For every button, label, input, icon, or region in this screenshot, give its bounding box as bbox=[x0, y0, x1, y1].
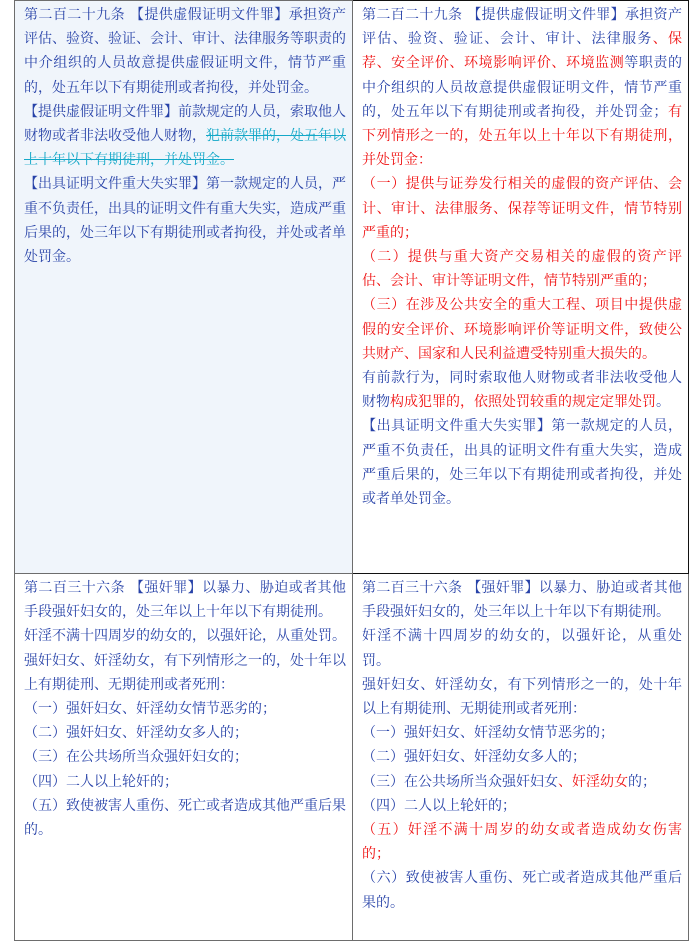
new-236-item-1: （一）强奸妇女、奸淫幼女情节恶劣的； bbox=[362, 725, 614, 742]
deleted-text: 犯前款罪的，处五年以上十年以下有期徒刑，并处罚金。 bbox=[24, 128, 346, 169]
new-236-paragraph-2: 奸淫不满十四周岁的幼女的，以强奸论，从重处罚。 bbox=[362, 628, 682, 669]
added-text: 、奸淫幼女 bbox=[558, 773, 628, 790]
table-row bbox=[15, 574, 689, 941]
new-236-item-2: （二）强奸妇女、奸淫幼女多人的； bbox=[362, 749, 586, 766]
new-236-item-4: （四）二人以上轮奸的； bbox=[362, 797, 516, 814]
old-236-item-5: （五）致使被害人重伤、死亡或者造成其他严重后果的。 bbox=[24, 797, 346, 839]
new-article-229-cell bbox=[353, 1, 689, 574]
old-236-item-3: （三）在公共场所当众强奸妇女的； bbox=[24, 749, 248, 766]
old-229-paragraph-3: 【出具证明文件重大失实罪】第一款规定的人员，严重不负责任，出具的证明文件有重大失实，造成严重后果的，处三年以下有期徒刑或者拘役，并处或者单处罚金。 bbox=[24, 176, 346, 266]
law-comparison-table bbox=[14, 0, 689, 941]
old-article-236-cell bbox=[15, 574, 353, 941]
old-229-paragraph-1: 第二百二十九条 【提供虚假证明文件罪】承担资产评估、验资、验证、会计、审计、法律服务等职责的中介组织的人员故意提供虚假证明文件，情节严重的，处五年以下有期徒刑或者拘役，并处罚金。 bbox=[24, 7, 346, 96]
old-article-229-cell bbox=[15, 1, 353, 574]
added-text: 构成犯罪的，依照处罚较重的规定定罪处罚 bbox=[390, 394, 656, 411]
old-236-paragraph-1: 第二百三十六条 【强奸罪】以暴力、胁迫或者其他手段强奸妇女的，处三年以上十年以下有期徒刑。 bbox=[24, 580, 346, 621]
new-236-item-5: （五）奸淫不满十周岁的幼女或者造成幼女伤害的； bbox=[362, 822, 682, 863]
new-236-item-6: （六）致使被害人重伤、死亡或者造成其他严重后果的。 bbox=[362, 870, 682, 911]
new-229-item-3: （三）在涉及公共安全的重大工程、项目中提供虚假的安全评价、环境影响评价等证明文件，致使公共财产、国家和人民利益遭受特别重大损失的。 bbox=[362, 297, 682, 362]
new-229-item-1: （一）提供与证券发行相关的虚假的资产评估、会计、审计、法律服务、保荐等证明文件，情节特别严重的； bbox=[362, 176, 682, 241]
old-236-paragraph-2: 奸淫不满十四周岁的幼女的，以强奸论，从重处罚。 bbox=[24, 628, 346, 645]
old-236-paragraph-3: 强奸妇女、奸淫幼女，有下列情形之一的，处十年以上有期徒刑、无期徒刑或者死刑： bbox=[24, 652, 346, 693]
new-229-paragraph-1: 第二百二十九条 【提供虚假证明文件罪】承担资产评估、验资、验证、会计、审计、法律服务、保荐、安全评价、环境影响评价、环境监测等职责的中介组织的人员故意提供虚假证明文件，情节严重的，处五年以下有期徒刑或者拘役，并处罚金；有下列情形之一的，处五年以上十年以下有期徒刑，并处罚金： bbox=[362, 7, 683, 169]
new-236-paragraph-1: 第二百三十六条 【强奸罪】以暴力、胁迫或者其他手段强奸妇女的，处三年以上十年以下有期徒刑。 bbox=[362, 580, 682, 621]
new-236-item-3: （三）在公共场所当众强奸妇女、奸淫幼女的； bbox=[362, 773, 656, 790]
old-236-item-1: （一）强奸妇女、奸淫幼女情节恶劣的； bbox=[24, 701, 276, 718]
new-229-paragraph-2: 有前款行为，同时索取他人财物或者非法收受他人财物构成犯罪的，依照处罚较重的规定定罪处罚。 bbox=[362, 370, 682, 411]
added-text: 有下列情形之一的，处五年以上十年以下有期徒刑，并处罚金： bbox=[362, 103, 683, 169]
table-row bbox=[15, 1, 689, 574]
new-229-item-2: （二）提供与重大资产交易相关的虚假的资产评估、会计、审计等证明文件，情节特别严重的； bbox=[362, 249, 682, 290]
new-229-paragraph-3: 【出具证明文件重大失实罪】第一款规定的人员，严重不负责任，出具的证明文件有重大失实，造成严重后果的，处三年以下有期徒刑或者拘役，并处或者单处罚金。 bbox=[362, 418, 682, 508]
old-236-item-2: （二）强奸妇女、奸淫幼女多人的； bbox=[24, 725, 248, 742]
old-236-item-4: （四）二人以上轮奸的； bbox=[24, 773, 178, 790]
added-text: 、保荐、安全评价、环境影响评价、环境监测 bbox=[362, 31, 683, 72]
new-236-paragraph-3: 强奸妇女、奸淫幼女，有下列情形之一的，处十年以上有期徒刑、无期徒刑或者死刑： bbox=[362, 676, 682, 718]
old-229-paragraph-2: 【提供虚假证明文件罪】前款规定的人员，索取他人财物或者非法收受他人财物，犯前款罪的，处五年以上十年以下有期徒刑，并处罚金。 bbox=[24, 103, 346, 169]
new-article-236-cell bbox=[353, 574, 689, 941]
